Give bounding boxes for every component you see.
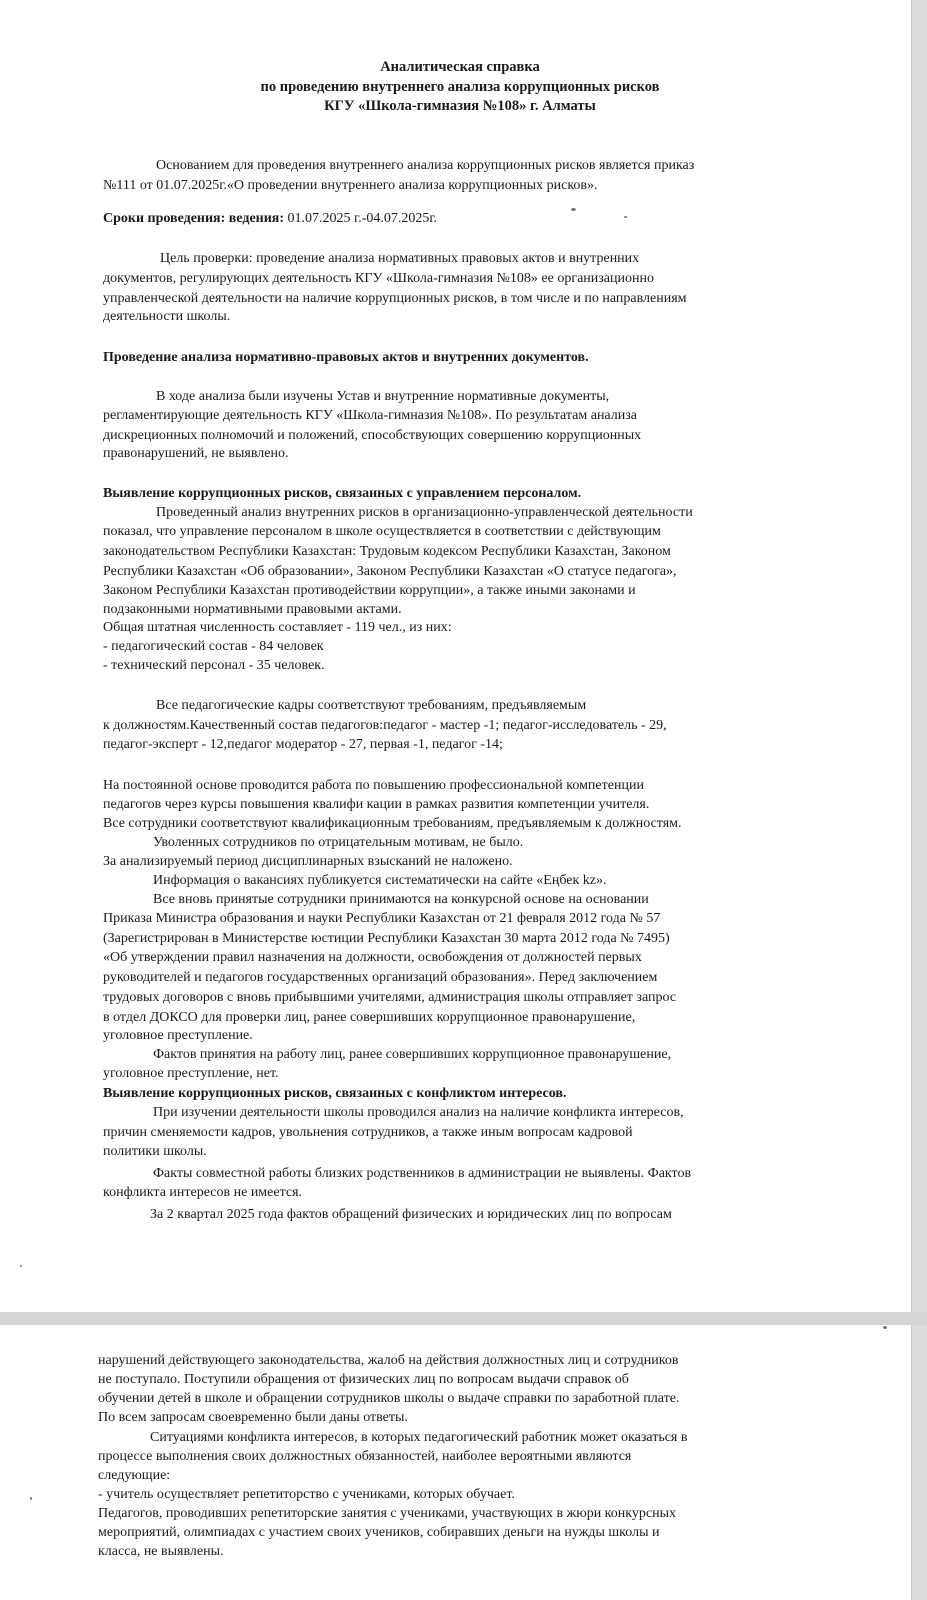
page2-line: класса, не выявлены. <box>98 1544 224 1559</box>
competence-line: уголовное преступление, нет. <box>103 1066 279 1081</box>
competence-line: Приказа Министра образования и науки Республики Казахстан от 21 февраля 2012 года № 57 <box>103 911 661 926</box>
conflict-line: При изучении деятельности школы проводился анализ на наличие конфликта интересов, <box>153 1105 684 1120</box>
competence-line: уголовное преступление. <box>103 1028 253 1043</box>
inspection-dates-label: Сроки проведения: ведения: <box>103 211 285 226</box>
staff-teaching: - педагогический состав - 84 человек <box>103 639 324 654</box>
inspection-dates-value: 01.07.2025 г.-04.07.2025г. <box>284 211 438 226</box>
personnel-line: Проведенный анализ внутренних рисков в организационно-управленческой деятельности <box>156 505 693 520</box>
page2-line: По всем запросам своевременно были даны ответы. <box>98 1410 408 1425</box>
competence-line: (Зарегистрирован в Министерстве юстиции Республики Казахстан 30 марта 2012 года № 7495) <box>103 931 670 946</box>
personnel-line: показал, что управление персоналом в школе осуществляется в соответствии с действующим <box>103 524 661 539</box>
personnel-line: подзаконными нормативными правовыми актами. <box>103 602 402 617</box>
conflict-line: За 2 квартал 2025 года фактов обращений физических и юридических лиц по вопросам <box>150 1207 672 1222</box>
competence-line: в отдел ДОКСО для проверки лиц, ранее совершивших коррупционное правонарушение, <box>103 1010 636 1025</box>
competence-line: На постоянной основе проводится работа по повышению профессиональной компетенции <box>103 778 644 793</box>
qualification-line: к должностям.Качественный состав педагогов:педагог - мастер -1; педагог-исследователь - 29, <box>103 718 667 733</box>
staff-total: Общая штатная численность составляет - 119 чел., из них: <box>103 620 452 635</box>
document-title-line-2: по проведению внутреннего анализа коррупционных рисков <box>260 79 660 95</box>
scan-speck <box>20 1265 22 1267</box>
page2-line: обучении детей в школе и обращении сотрудников школы о выдаче справки по заработной плате. <box>98 1391 680 1406</box>
competence-line: За анализируемый период дисциплинарных взысканий не наложено. <box>103 854 513 869</box>
document-page-2 <box>0 1325 912 1600</box>
page2-line: Ситуациями конфликта интересов, в которых педагогический работник может оказаться в <box>150 1430 688 1445</box>
personnel-line: законодательством Республики Казахстан: Трудовым кодексом Республики Казахстан, Законом <box>103 544 671 559</box>
conflict-line: политики школы. <box>103 1144 207 1159</box>
competence-line: педагогов через курсы повышения квалифи кации в рамках развития компетенции учителя. <box>103 797 650 812</box>
conflict-line: конфликта интересов не имеется. <box>103 1185 303 1200</box>
goal-line: управленческой деятельности на наличие коррупционных рисков, в том числе и по направлениям <box>103 291 687 306</box>
acts-line: правонарушений, не выявлено. <box>103 446 289 461</box>
competence-line: Все вновь принятые сотрудники принимаются на конкурсной основе на основании <box>153 892 649 907</box>
competence-line: Фактов принятия на работу лиц, ранее совершивших коррупционное правонарушение, <box>153 1047 672 1062</box>
page2-line: мероприятий, олимпиадах с участием своих учеников, собиравших деньги на нужды школы и <box>98 1525 660 1540</box>
section-heading-conflict: Выявление коррупционных рисков, связанных с конфликтом интересов. <box>103 1086 567 1101</box>
staff-technical: - технический персонал - 35 человек. <box>103 658 325 673</box>
scan-speck <box>624 216 627 218</box>
page2-line: процессе выполнения своих должностных обязанностей, наиболее вероятными являются <box>98 1449 632 1464</box>
qualification-line: педагог-эксперт - 12,педагог модератор - 27, первая -1, педагог -14; <box>103 737 503 752</box>
competence-line: Все сотрудники соответствуют квалификационным требованиям, предъявляемым к должностям. <box>103 816 682 831</box>
page2-line: нарушений действующего законодательства, жалоб на действия должностных лиц и сотрудников <box>98 1353 679 1368</box>
conflict-line: причин сменяемости кадров, увольнения сотрудников, а также иным вопросам кадровой <box>103 1125 633 1140</box>
acts-line: В ходе анализа были изучены Устав и внутренние нормативные документы, <box>156 389 610 404</box>
personnel-line: Республики Казахстан «Об образовании», Законом Республики Казахстан «О статусе педагога», <box>103 564 677 579</box>
page2-line: следующие: <box>98 1468 171 1483</box>
qualification-line: Все педагогические кадры соответствуют требованиям, предъявляемым <box>156 698 587 713</box>
page2-line: Педагогов, проводивших репетиторские занятия с учениками, участвующих в жюри конкурсных <box>98 1506 676 1521</box>
competence-line: Уволенных сотрудников по отрицательным мотивам, не было. <box>153 835 524 850</box>
competence-line: «Об утверждении правил назначения на должности, освобождения от должностей первых <box>103 950 642 965</box>
conflict-line: Факты совместной работы близких родственников в администрации не выявлены. Фактов <box>153 1166 692 1181</box>
competence-line: руководителей и педагогов государственных организаций образования». Перед заключением <box>103 970 658 985</box>
section-heading-acts: Проведение анализа нормативно-правовых актов и внутренних документов. <box>103 350 589 365</box>
goal-line: Цель проверки: проведение анализа нормативных правовых актов и внутренних <box>160 251 640 266</box>
page-gap <box>0 1312 927 1325</box>
competence-line: трудовых договоров с вновь прибывшими учителями, администрация школы отправляет запрос <box>103 990 677 1005</box>
basis-line: №111 от 01.07.2025г.«О проведении внутреннего анализа коррупционных рисков». <box>103 178 598 193</box>
page2-line: - учитель осуществляет репетиторство с учениками, которых обучает. <box>98 1487 515 1502</box>
competence-line: Информация о вакансиях публикуется систематически на сайте «Еңбек kz». <box>153 873 607 888</box>
scan-speck <box>571 208 576 211</box>
section-heading-personnel: Выявление коррупционных рисков, связанных с управлением персоналом. <box>103 486 582 501</box>
inspection-dates <box>103 210 437 228</box>
basis-line: Основанием для проведения внутреннего анализа коррупционных рисков является приказ <box>156 158 695 173</box>
scan-speck <box>30 1497 32 1500</box>
acts-line: дискреционных полномочий и положений, способствующих совершению коррупционных <box>103 428 642 443</box>
scan-speck <box>883 1326 887 1329</box>
goal-line: деятельности школы. <box>103 309 231 324</box>
document-title-line-3: КГУ «Школа-гимназия №108» г. Алматы <box>324 98 596 114</box>
acts-line: регламентирующие деятельность КГУ «Школа-гимназия №108». По результатам анализа <box>103 408 637 423</box>
document-title-line-1: Аналитическая справка <box>380 59 540 75</box>
personnel-line: Законом Республики Казахстан противодействии коррупции», а также иными законами и <box>103 583 636 598</box>
page2-line: не поступало. Поступили обращения от физических лиц по вопросам выдачи справок об <box>98 1372 629 1387</box>
goal-line: документов, регулирующих деятельность КГУ «Школа-гимназия №108» ее организационно <box>103 271 654 286</box>
